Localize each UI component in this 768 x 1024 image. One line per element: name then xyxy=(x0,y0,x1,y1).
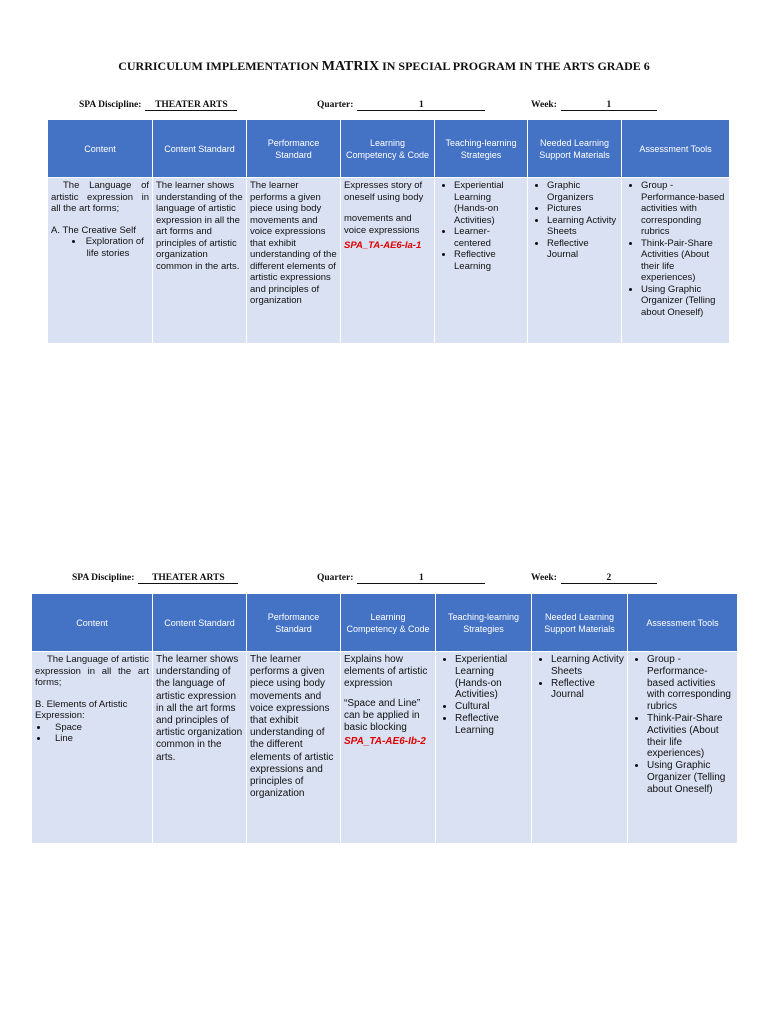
list-item: • Pictures xyxy=(547,203,618,215)
list-item: • Reflective Learning xyxy=(454,249,524,272)
list-item: • Exploration of life stories xyxy=(67,236,149,259)
materials-list xyxy=(531,180,618,261)
list-item: • Group - Performance-based activities with corresponding rubrics xyxy=(641,180,726,238)
week-value: 2 xyxy=(561,573,657,584)
week1-quarter-row xyxy=(317,100,485,116)
cell-assessment xyxy=(622,178,730,344)
header-content: Content xyxy=(32,594,153,652)
list-item: • Learner-centered xyxy=(454,226,524,249)
list-item: • Reflective Journal xyxy=(547,238,618,261)
header-performance-standard: Performance Standard xyxy=(247,594,341,652)
cell-content-standard: The learner shows understanding of the language of artistic expression in all the art forms and principles of artistic organization common in the arts. xyxy=(153,652,247,844)
list-item: • Reflective Learning xyxy=(455,713,528,737)
list-item: • Think-Pair-Share Activities (About their life experiences) xyxy=(647,713,734,760)
document-title xyxy=(0,59,768,75)
cell-performance-standard: The learner performs a given piece using body movements and voice expressions that exhibit understanding of the different elements of artistic expressions and principles of organization xyxy=(247,178,341,344)
list-item: • Using Graphic Organizer (Telling about Oneself) xyxy=(641,284,726,319)
content-main: The Language of artistic expression in all the art forms; xyxy=(51,180,149,214)
cell-materials xyxy=(532,652,628,844)
assessment-list xyxy=(625,180,726,318)
table-row xyxy=(32,652,738,844)
header-content-standard: Content Standard xyxy=(153,120,247,178)
week1-discipline-row xyxy=(79,100,237,116)
competency-code: SPA_TA-AE6-Ia-1 xyxy=(344,240,422,251)
discipline-value: THEATER ARTS xyxy=(145,100,237,111)
discipline-value: THEATER ARTS xyxy=(138,573,238,584)
header-row xyxy=(32,594,738,652)
content-sub-list xyxy=(51,236,149,259)
cell-materials xyxy=(528,178,622,344)
strategies-list xyxy=(439,654,528,737)
week2-discipline-row xyxy=(72,573,238,589)
header-strategies: Teaching-learning Strategies xyxy=(436,594,532,652)
week2-matrix-table xyxy=(31,593,738,844)
header-materials: Needed Learning Support Materials xyxy=(528,120,622,178)
strategies-list xyxy=(438,180,524,272)
cell-performance-standard: The learner performs a given piece using body movements and voice expressions that exhibit understanding of the different elements of artistic expressions and principles of organization xyxy=(247,652,341,844)
competency-line-2: “Space and Line” can be applied in basic blocking xyxy=(344,698,421,733)
assessment-list xyxy=(631,654,734,796)
list-item: • Space xyxy=(49,722,149,734)
competency-code: SPA_TA-AE6-Ib-2 xyxy=(344,736,426,747)
header-performance-standard: Performance Standard xyxy=(247,120,341,178)
materials-list xyxy=(535,654,624,701)
competency-line-2: movements and voice expressions xyxy=(344,213,420,236)
cell-content xyxy=(48,178,153,344)
cell-strategies xyxy=(436,652,532,844)
list-item: • Learning Activity Sheets xyxy=(547,215,618,238)
quarter-label: Quarter: xyxy=(317,100,354,110)
list-item: • Line xyxy=(49,733,149,745)
title-part-3: IN SPECIAL PROGRAM IN THE ARTS GRADE 6 xyxy=(379,59,650,73)
cell-content xyxy=(32,652,153,844)
cell-strategies xyxy=(435,178,528,344)
quarter-label: Quarter: xyxy=(317,573,354,583)
header-assessment: Assessment Tools xyxy=(622,120,730,178)
header-assessment: Assessment Tools xyxy=(628,594,738,652)
quarter-value: 1 xyxy=(357,573,485,584)
header-content: Content xyxy=(48,120,153,178)
cell-content-standard: The learner shows understanding of the language of artistic expression in all the art forms and principles of artistic organization common in the arts. xyxy=(153,178,247,344)
list-item: • Using Graphic Organizer (Telling about Oneself) xyxy=(647,760,734,795)
content-main: The Language of artistic expression in all the art forms; xyxy=(35,654,149,688)
header-materials: Needed Learning Support Materials xyxy=(532,594,628,652)
list-item: • Group - Performance-based activities with corresponding rubrics xyxy=(647,654,734,713)
cell-learning-competency xyxy=(341,652,436,844)
list-item: • Think-Pair-Share Activities (About their life experiences) xyxy=(641,238,726,284)
quarter-value: 1 xyxy=(357,100,485,111)
list-item: • Experiential Learning (Hands-on Activities) xyxy=(454,180,524,226)
list-item: • Experiential Learning (Hands-on Activities) xyxy=(455,654,528,701)
cell-learning-competency xyxy=(341,178,435,344)
discipline-label: SPA Discipline: xyxy=(79,100,142,110)
week1-matrix-table xyxy=(47,119,730,344)
list-item: • Graphic Organizers xyxy=(547,180,618,203)
table-row xyxy=(48,178,730,344)
content-sub-heading: B. Elements of Artistic Expression: xyxy=(35,698,128,721)
list-item: • Cultural xyxy=(455,701,528,713)
competency-line-1: Explains how elements of artistic expression xyxy=(344,654,428,689)
header-learning-competency: Learning Competency & Code xyxy=(341,120,435,178)
header-content-standard: Content Standard xyxy=(153,594,247,652)
header-row xyxy=(48,120,730,178)
list-item: • Reflective Journal xyxy=(551,678,624,702)
week1-week-row xyxy=(531,100,657,116)
header-learning-competency: Learning Competency & Code xyxy=(341,594,436,652)
title-part-2: MATRIX xyxy=(321,59,380,74)
week-label: Week: xyxy=(531,100,557,110)
cell-assessment xyxy=(628,652,738,844)
week-value: 1 xyxy=(561,100,657,111)
title-part-1: CURRICULUM IMPLEMENTATION xyxy=(118,59,322,73)
competency-line-1: Expresses story of oneself using body xyxy=(344,180,424,203)
header-strategies: Teaching-learning Strategies xyxy=(435,120,528,178)
content-sub-heading: A. The Creative Self xyxy=(51,224,136,236)
week-label: Week: xyxy=(531,573,557,583)
week2-week-row xyxy=(531,573,657,589)
week2-quarter-row xyxy=(317,573,485,589)
content-items-list xyxy=(35,722,149,745)
discipline-label: SPA Discipline: xyxy=(72,573,135,583)
list-item: • Learning Activity Sheets xyxy=(551,654,624,678)
